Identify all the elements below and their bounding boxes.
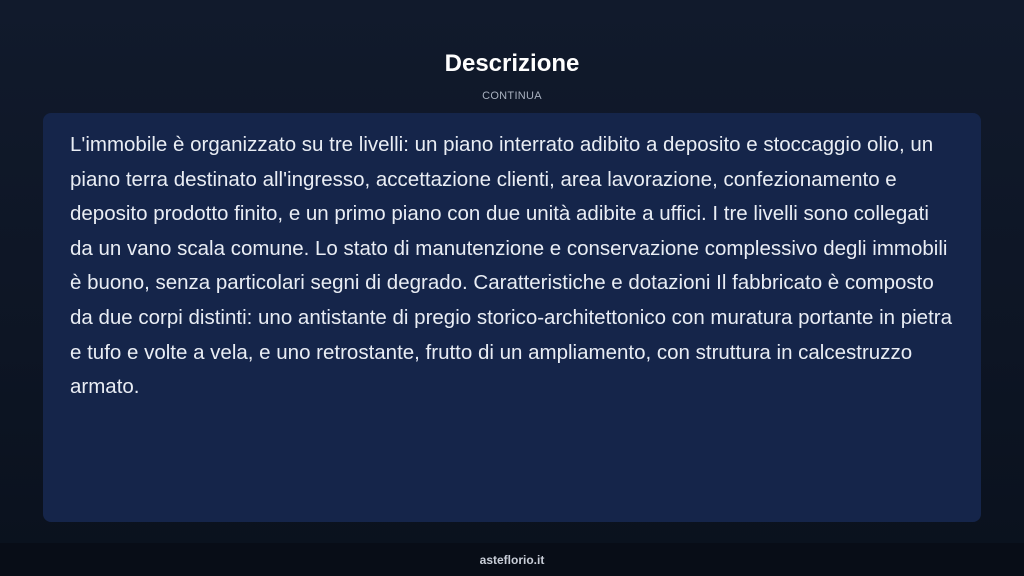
footer-bar [0,543,1024,576]
description-text: L'immobile è organizzato su tre livelli: un piano interrato adibito a deposito e stoccaggio olio, un piano terra destinato all'ingresso, accettazione clienti, area lavorazione, confezionamento e deposito prodotto finito, e un primo piano con due unità adibite a uffici. I tre livelli sono collegati da un vano scala comune. Lo stato di manutenzione e conservazione complessivo degli immobili è buono, senza particolari segni di degrado. Caratteristiche e dotazioni Il fabbricato è composto da due corpi distinti: uno antistante di pregio storico-architettonico con muratura portante in pietra e tufo e volte a vela, e uno retrostante, frutto di un ampliamento, con struttura in calcestruzzo armato. [70,133,953,399]
description-card [43,113,981,522]
continued-label: CONTINUA [482,90,542,102]
page-title: Descrizione [444,50,580,77]
site-name: asteflorio.it [479,553,545,567]
